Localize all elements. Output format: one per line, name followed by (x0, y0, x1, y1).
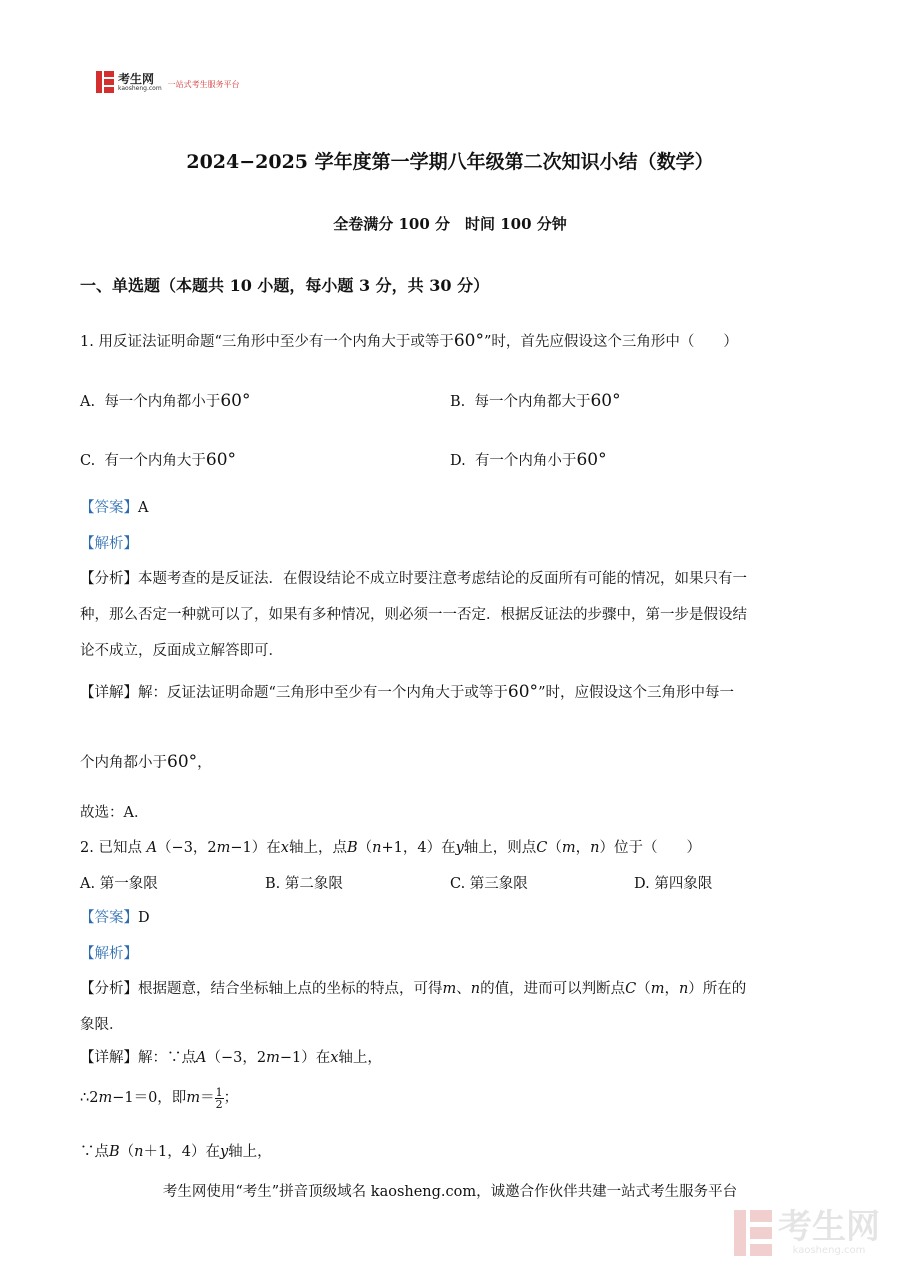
q1-stem-degree: 60° (453, 331, 484, 351)
q2-analysis-tag: 【解析】 (80, 946, 138, 962)
q2-step2-d: ； (223, 1090, 239, 1106)
q1-option-d-degree: 60° (576, 450, 607, 470)
q2-stem-3: −1）在 (230, 840, 281, 856)
q2-var-n-2: n (590, 840, 600, 856)
q1-xiangjie-text-c: 个内角都小于 (80, 755, 167, 771)
q2-xiangjie-line-1 (80, 1046, 382, 1067)
q2-fenxi-point-c: C (625, 981, 637, 997)
q2-point-c: C (536, 840, 548, 856)
q2-fenxi-line-2: 象限． (80, 1017, 124, 1033)
q2-point-a: A (146, 840, 158, 856)
q2-stem-4: 轴上，点 (288, 840, 347, 856)
watermark-icon (734, 1210, 772, 1256)
q2-answer-tag: 【答案】 (80, 910, 138, 926)
q1-fenxi-line-1 (80, 567, 747, 588)
q1-stem-text-a: 1. 用反证法证明命题“三角形中至少有一个内角大于或等于 (80, 334, 454, 350)
q1-answer-tag: 【答案】 (80, 500, 138, 516)
q2-fraction-denominator: 2 (215, 1097, 223, 1111)
q2-step2-c: ＝ (200, 1090, 215, 1106)
q1-option-d[interactable] (450, 449, 607, 470)
logo-domain: kaosheng.com (118, 84, 162, 92)
q2-step2-b: −1＝0，即 (112, 1090, 187, 1106)
q2-step3-var-n: n (134, 1144, 144, 1160)
header-logo[interactable] (96, 70, 240, 94)
q2-option-b[interactable]: B. 第二象限 (265, 876, 343, 892)
q1-option-b-label: B. (450, 394, 466, 410)
q1-stem (80, 330, 738, 351)
q2-fenxi-var-n-2: n (678, 981, 689, 997)
q2-stem-5: （ (357, 840, 373, 856)
q2-step3-a: ∵点 (80, 1144, 109, 1160)
q1-option-a[interactable] (80, 390, 250, 411)
q1-stem-text-b: ”时，首先应假设这个三角形中（ ） (484, 334, 738, 350)
q1-answer-value: A (138, 500, 149, 516)
q2-stem-2: （−3，2 (157, 840, 217, 856)
q2-step1-var-m: m (266, 1050, 280, 1066)
q2-answer (80, 906, 150, 927)
q2-var-m-2: m (561, 840, 576, 856)
q2-stem (80, 836, 701, 857)
q2-var-x: x (280, 840, 289, 856)
watermark-name: 考生网 (778, 1207, 880, 1247)
q1-xiangjie-line-2 (80, 751, 212, 772)
q2-step1-c: −1）在 (279, 1050, 331, 1066)
q2-step3-var-y: y (219, 1144, 229, 1160)
section-heading: 一、单选题（本题共 10 小题，每小题 3 分，共 30 分） (80, 276, 490, 295)
q2-step1-a: 解：∵点 (138, 1050, 196, 1066)
q1-xiangjie-text-b: ”时，应假设这个三角形中每一 (538, 685, 734, 701)
logo-slogan: 一站式考生服务平台 (167, 79, 240, 89)
q1-option-a-text: 每一个内角都小于 (104, 394, 221, 410)
logo-icon (96, 71, 114, 93)
q2-fenxi-tag: 【分析】 (80, 981, 138, 997)
q2-stem-9: ， (575, 840, 591, 856)
q2-answer-value: D (138, 910, 150, 926)
q2-fenxi-1d: （ (636, 981, 651, 997)
q2-fenxi-var-m-2: m (650, 981, 665, 997)
q2-fenxi-var-n: n (470, 981, 481, 997)
q1-option-c-degree: 60° (205, 450, 237, 470)
q2-xiangjie-line-2 (80, 1086, 238, 1110)
q2-fenxi-1f: ）所在的 (688, 981, 747, 997)
q2-fenxi-var-m: m (442, 981, 457, 997)
q1-option-b[interactable] (450, 390, 621, 411)
q1-xiangjie-degree: 60° (507, 682, 539, 702)
q1-xiangjie-line-1 (80, 681, 734, 702)
q2-step2-var-m-2: m (186, 1090, 201, 1106)
q2-var-y: y (455, 840, 464, 856)
q1-xiangjie-degree-2: 60° (167, 752, 198, 772)
q1-conclusion: 故选：A． (80, 805, 149, 821)
q1-option-b-text: 每一个内角都大于 (474, 394, 591, 410)
q2-step2-fraction (215, 1087, 224, 1110)
q2-stem-6: +1，4）在 (381, 840, 456, 856)
q2-step1-d: 轴上， (338, 1050, 382, 1066)
page-footer: 考生网使用“考生”拼音顶级域名 kaosheng.com，诚邀合作伙伴共建一站式考生服务平台 (162, 1184, 738, 1200)
q2-xiangjie-tag: 【详解】 (80, 1050, 138, 1066)
q2-step2-a: ∴2 (80, 1090, 99, 1106)
q1-xiangjie-tag: 【详解】 (80, 685, 138, 701)
q2-stem-7: 轴上，则点 (463, 840, 537, 856)
q1-fenxi-text-1: 本题考查的是反证法．在假设结论不成立时要注意考虑结论的反面所有可能的情况，如果只有一 (138, 571, 747, 587)
q1-xiangjie-text-c-end: ， (197, 755, 212, 771)
q2-option-a[interactable]: A. 第一象限 (80, 876, 158, 892)
q1-analysis-tag: 【解析】 (80, 536, 138, 552)
q2-option-d[interactable]: D. 第四象限 (634, 876, 713, 892)
q1-answer (80, 496, 148, 517)
q2-stem-8: （ (547, 840, 562, 856)
q2-step3-b: （ (119, 1144, 135, 1160)
q2-step3-point-b: B (109, 1144, 120, 1160)
q2-stem-1: 2. 已知点 (80, 840, 142, 856)
q2-step1-b: （−3，2 (206, 1050, 267, 1066)
q2-option-c[interactable]: C. 第三象限 (450, 876, 528, 892)
q1-fenxi-tag: 【分析】 (80, 571, 138, 587)
q1-option-b-degree: 60° (590, 391, 621, 411)
q2-fenxi-1a: 根据题意，结合坐标轴上点的坐标的特点，可得 (138, 981, 443, 997)
watermark-logo (734, 1208, 880, 1258)
q1-fenxi-line-2: 种，那么否定一种就可以了，如果有多种情况，则必须一一否定．根据反证法的步骤中，第一步是假设结 (80, 607, 747, 623)
q2-fenxi-1b: 、 (456, 981, 471, 997)
q2-point-b: B (346, 840, 358, 856)
q2-step3-c: ＋1，4）在 (143, 1144, 220, 1160)
logo-name: 考生网 (118, 71, 155, 86)
q2-step1-point-a: A (196, 1050, 207, 1066)
q1-option-c-label: C. (80, 453, 96, 469)
q1-option-a-degree: 60° (220, 391, 251, 411)
q2-stem-10: ）位于（ ） (599, 840, 701, 856)
page-subtitle: 全卷满分 100 分 时间 100 分钟 (333, 215, 567, 233)
q1-fenxi-line-3: 论不成立，反面成立解答即可． (80, 643, 283, 659)
q2-fenxi-1c: 的值，进而可以判断点 (480, 981, 626, 997)
q2-step2-var-m: m (98, 1090, 113, 1106)
q2-step1-var-x: x (330, 1050, 339, 1066)
q2-var-n: n (372, 840, 382, 856)
q2-fraction-numerator: 1 (215, 1085, 223, 1099)
q1-option-c[interactable] (80, 449, 236, 470)
page-title: 2024−2025 学年度第一学期八年级第二次知识小结（数学） (186, 151, 714, 173)
q1-option-d-label: D. (450, 453, 466, 469)
q2-fenxi-line-1 (80, 977, 746, 998)
watermark-domain: kaosheng.com (792, 1245, 866, 1256)
q1-option-c-text: 有一个内角大于 (104, 453, 206, 469)
q1-option-a-label: A. (80, 394, 96, 410)
q1-option-d-text: 有一个内角小于 (474, 453, 577, 469)
q1-xiangjie-text-a: 解：反证法证明命题“三角形中至少有一个内角大于或等于 (138, 685, 508, 701)
q2-xiangjie-line-3 (80, 1140, 272, 1161)
q2-fenxi-1e: ， (664, 981, 679, 997)
q2-step3-d: 轴上， (228, 1144, 272, 1160)
q2-var-m: m (216, 840, 231, 856)
